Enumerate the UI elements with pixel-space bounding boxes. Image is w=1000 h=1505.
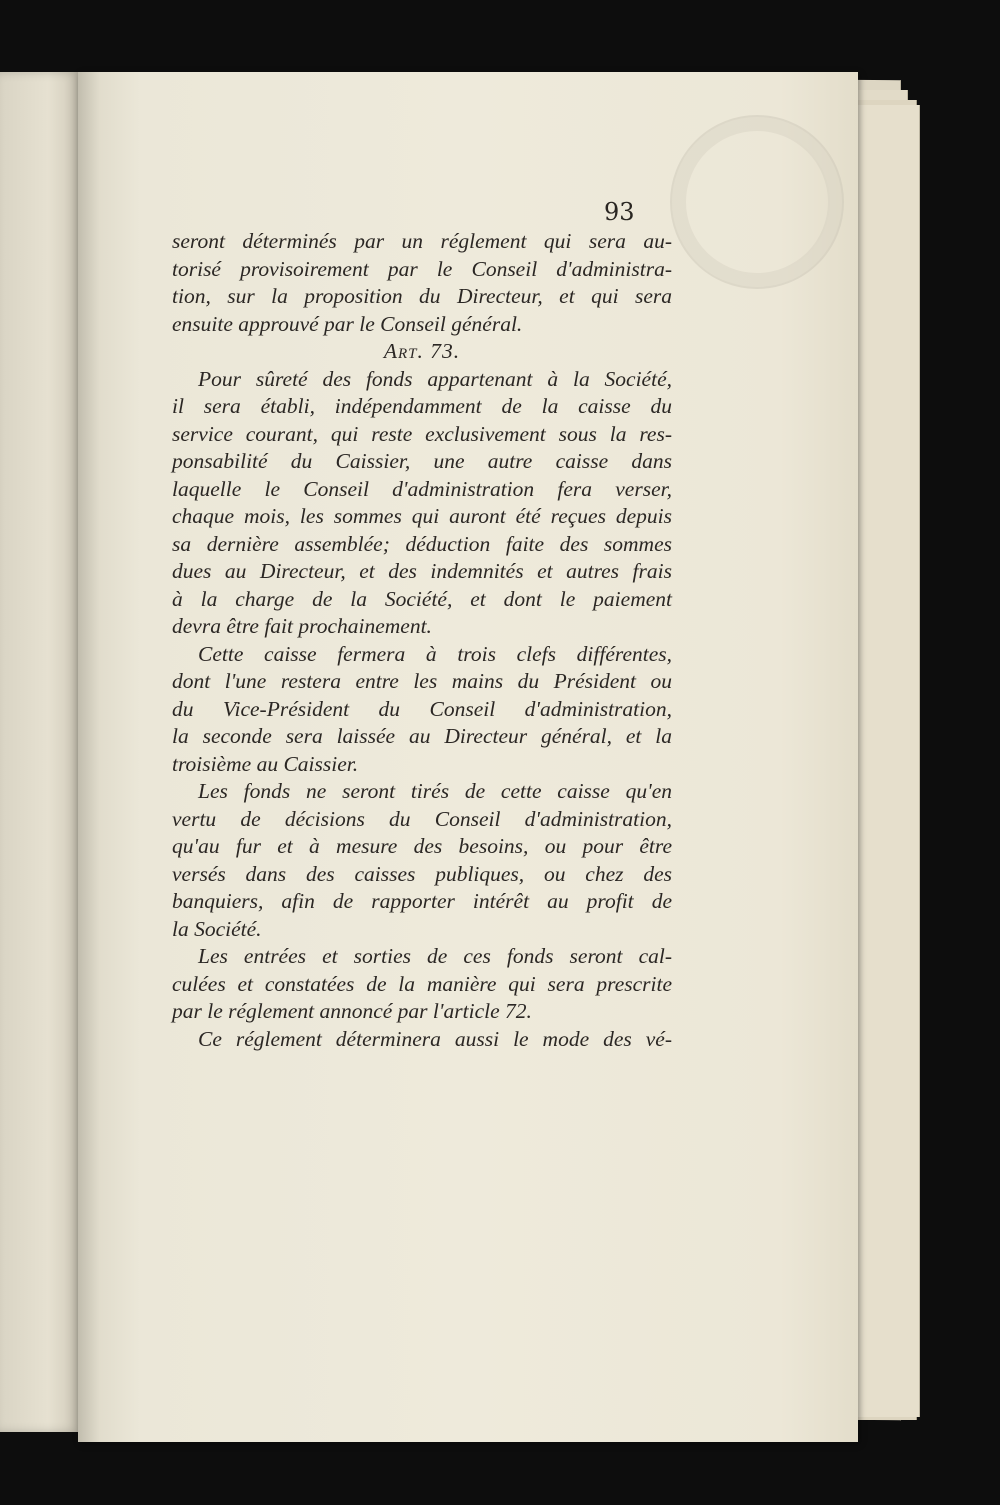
text-line: Les entrées et sorties de ces fonds seront cal-	[198, 944, 672, 968]
text-line: tion, sur la proposition du Directeur, et qui sera	[172, 284, 672, 308]
text-line: troisième au Caissier.	[172, 751, 359, 776]
text-line: chaque mois, les sommes qui auront été reçues depuis	[172, 504, 672, 528]
text-line: il sera établi, indépendamment de la caisse du	[172, 394, 672, 418]
text-line: seront déterminés par un réglement qui sera au-	[172, 229, 672, 253]
text-line: dont l'une restera entre les mains du Président ou	[172, 669, 672, 693]
text-line: Cette caisse fermera à trois clefs différentes,	[198, 641, 672, 666]
text-line: Pour sûreté des fonds appartenant à la Société,	[198, 366, 672, 391]
text-line: ensuite approuvé par le Conseil général.	[172, 311, 523, 336]
gutter-shadow	[78, 72, 100, 1442]
text-line: par le réglement annoncé par l'article 72.	[172, 999, 532, 1023]
text-line: la Société.	[172, 916, 262, 941]
previous-page-edge	[0, 72, 80, 1432]
text-line: à la charge de la Société, et dont le paiement	[172, 586, 672, 611]
body-text	[172, 228, 672, 1053]
text-line: laquelle le Conseil d'administration fera verser,	[172, 476, 672, 501]
article-heading: Art. 73.	[383, 339, 461, 363]
text-line: Ce réglement déterminera aussi le mode des vé-	[198, 1026, 672, 1051]
text-line: torisé provisoirement par le Conseil d'administra-	[172, 256, 672, 281]
text-line: versés dans des caisses publiques, ou chez des	[172, 861, 672, 886]
text-line: la seconde sera laissée au Directeur général, et la	[172, 724, 672, 748]
page-number: 93	[604, 198, 635, 226]
page-stack-edge	[855, 105, 920, 1417]
embossed-seal	[670, 115, 844, 289]
text-line: sa dernière assemblée; déduction faite des sommes	[172, 531, 672, 556]
text-line: qu'au fur et à mesure des besoins, ou pour être	[172, 834, 672, 858]
text-line: vertu de décisions du Conseil d'administration,	[172, 806, 672, 831]
text-line: du Vice-Président du Conseil d'administration,	[172, 696, 672, 721]
text-line: banquiers, afin de rapporter intérêt au profit de	[172, 889, 672, 913]
text-line: Les fonds ne seront tirés de cette caisse qu'en	[198, 779, 672, 803]
text-line: dues au Directeur, et des indemnités et autres frais	[172, 559, 672, 583]
text-line: ponsabilité du Caissier, une autre caisse dans	[172, 449, 672, 473]
text-line: devra être fait prochainement.	[172, 614, 432, 638]
text-line: service courant, qui reste exclusivement sous la res-	[172, 421, 672, 446]
text-line: culées et constatées de la manière qui sera prescrite	[172, 971, 672, 996]
